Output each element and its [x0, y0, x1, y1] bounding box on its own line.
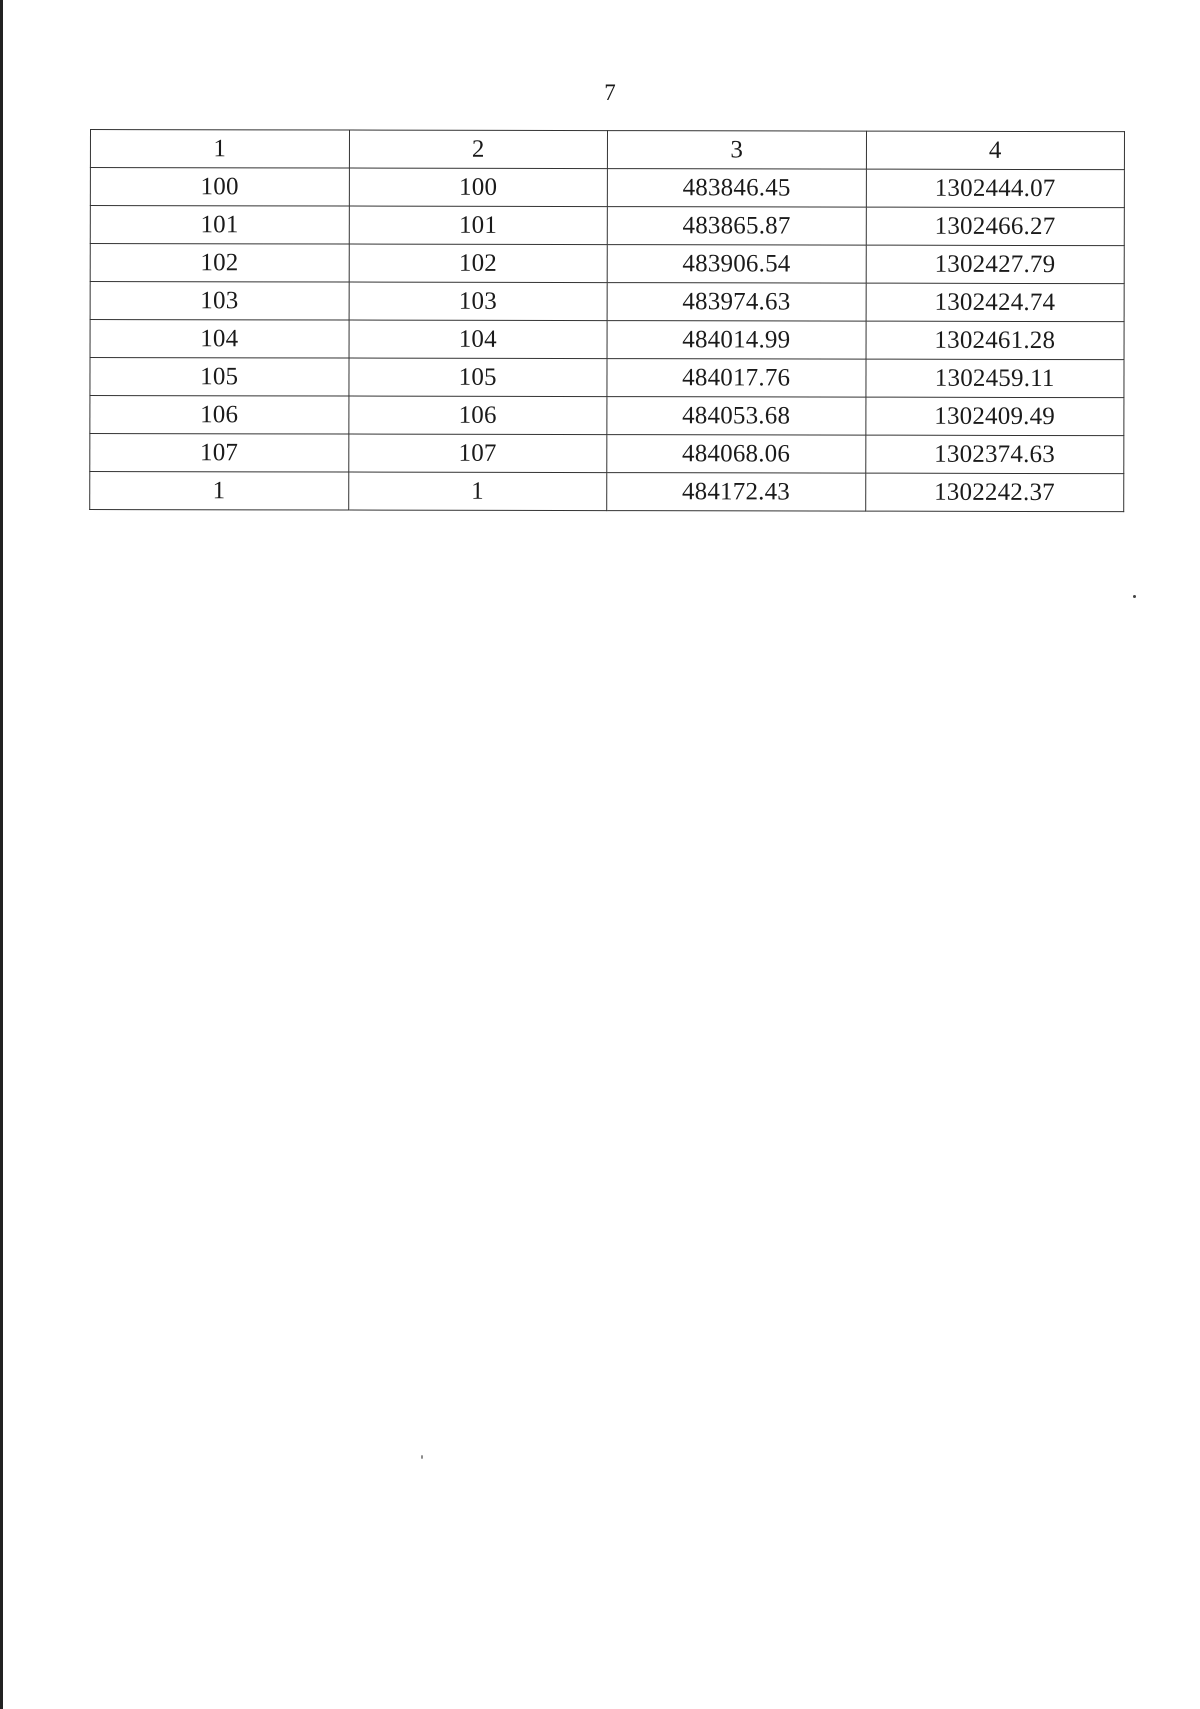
x-coordinate-cell: 484068.06	[607, 435, 866, 474]
point-number-cell: 100	[90, 168, 349, 207]
table-row	[90, 434, 1124, 474]
y-coordinate-cell: 1302409.49	[865, 397, 1124, 436]
y-coordinate-cell: 1302424.74	[866, 283, 1125, 322]
table-row	[90, 206, 1124, 246]
x-coordinate-cell: 484172.43	[607, 473, 866, 512]
point-number-cell: 102	[90, 244, 349, 283]
point-number-cell: 106	[90, 396, 349, 435]
y-coordinate-cell: 1302242.37	[865, 473, 1124, 512]
table-row	[90, 320, 1124, 360]
header-cell: 2	[349, 130, 608, 169]
point-number-cell: 104	[90, 320, 349, 359]
point-number-cell: 100	[349, 168, 608, 207]
y-coordinate-cell: 1302466.27	[866, 207, 1125, 246]
table-row	[90, 472, 1124, 512]
x-coordinate-cell: 484053.68	[607, 397, 866, 436]
point-number-cell: 105	[90, 358, 349, 397]
header-cell: 1	[90, 130, 349, 169]
scan-speck	[1133, 595, 1136, 598]
x-coordinate-cell: 483846.45	[607, 169, 866, 208]
header-cell: 4	[866, 131, 1125, 170]
point-number-cell: 101	[90, 206, 349, 245]
y-coordinate-cell: 1302459.11	[865, 359, 1124, 398]
x-coordinate-cell: 483865.87	[607, 207, 866, 246]
scan-speck	[421, 1455, 423, 1459]
y-coordinate-cell: 1302427.79	[866, 245, 1125, 284]
scan-left-edge	[0, 0, 3, 1709]
coordinates-table	[89, 129, 1125, 512]
x-coordinate-cell: 483974.63	[607, 283, 866, 322]
point-number-cell: 103	[90, 282, 349, 321]
y-coordinate-cell: 1302444.07	[866, 169, 1125, 208]
point-number-cell: 1	[90, 472, 349, 511]
table-row	[90, 396, 1124, 436]
x-coordinate-cell: 484014.99	[607, 321, 866, 360]
point-number-cell: 1	[348, 472, 607, 511]
point-number-cell: 106	[348, 396, 607, 435]
point-number-cell: 101	[349, 206, 608, 245]
table-row	[90, 358, 1124, 398]
table-row	[90, 168, 1124, 208]
point-number-cell: 104	[349, 320, 608, 359]
y-coordinate-cell: 1302461.28	[866, 321, 1125, 360]
point-number-cell: 105	[348, 358, 607, 397]
point-number-cell: 102	[349, 244, 608, 283]
y-coordinate-cell: 1302374.63	[865, 435, 1124, 474]
table-row	[90, 244, 1124, 284]
x-coordinate-cell: 483906.54	[607, 245, 866, 284]
header-cell: 3	[607, 131, 866, 170]
table-header-row	[90, 130, 1124, 170]
point-number-cell: 103	[349, 282, 608, 321]
page-number: 7	[604, 80, 616, 105]
table-row	[90, 282, 1124, 322]
x-coordinate-cell: 484017.76	[607, 359, 866, 398]
point-number-cell: 107	[348, 434, 607, 473]
point-number-cell: 107	[90, 434, 349, 473]
